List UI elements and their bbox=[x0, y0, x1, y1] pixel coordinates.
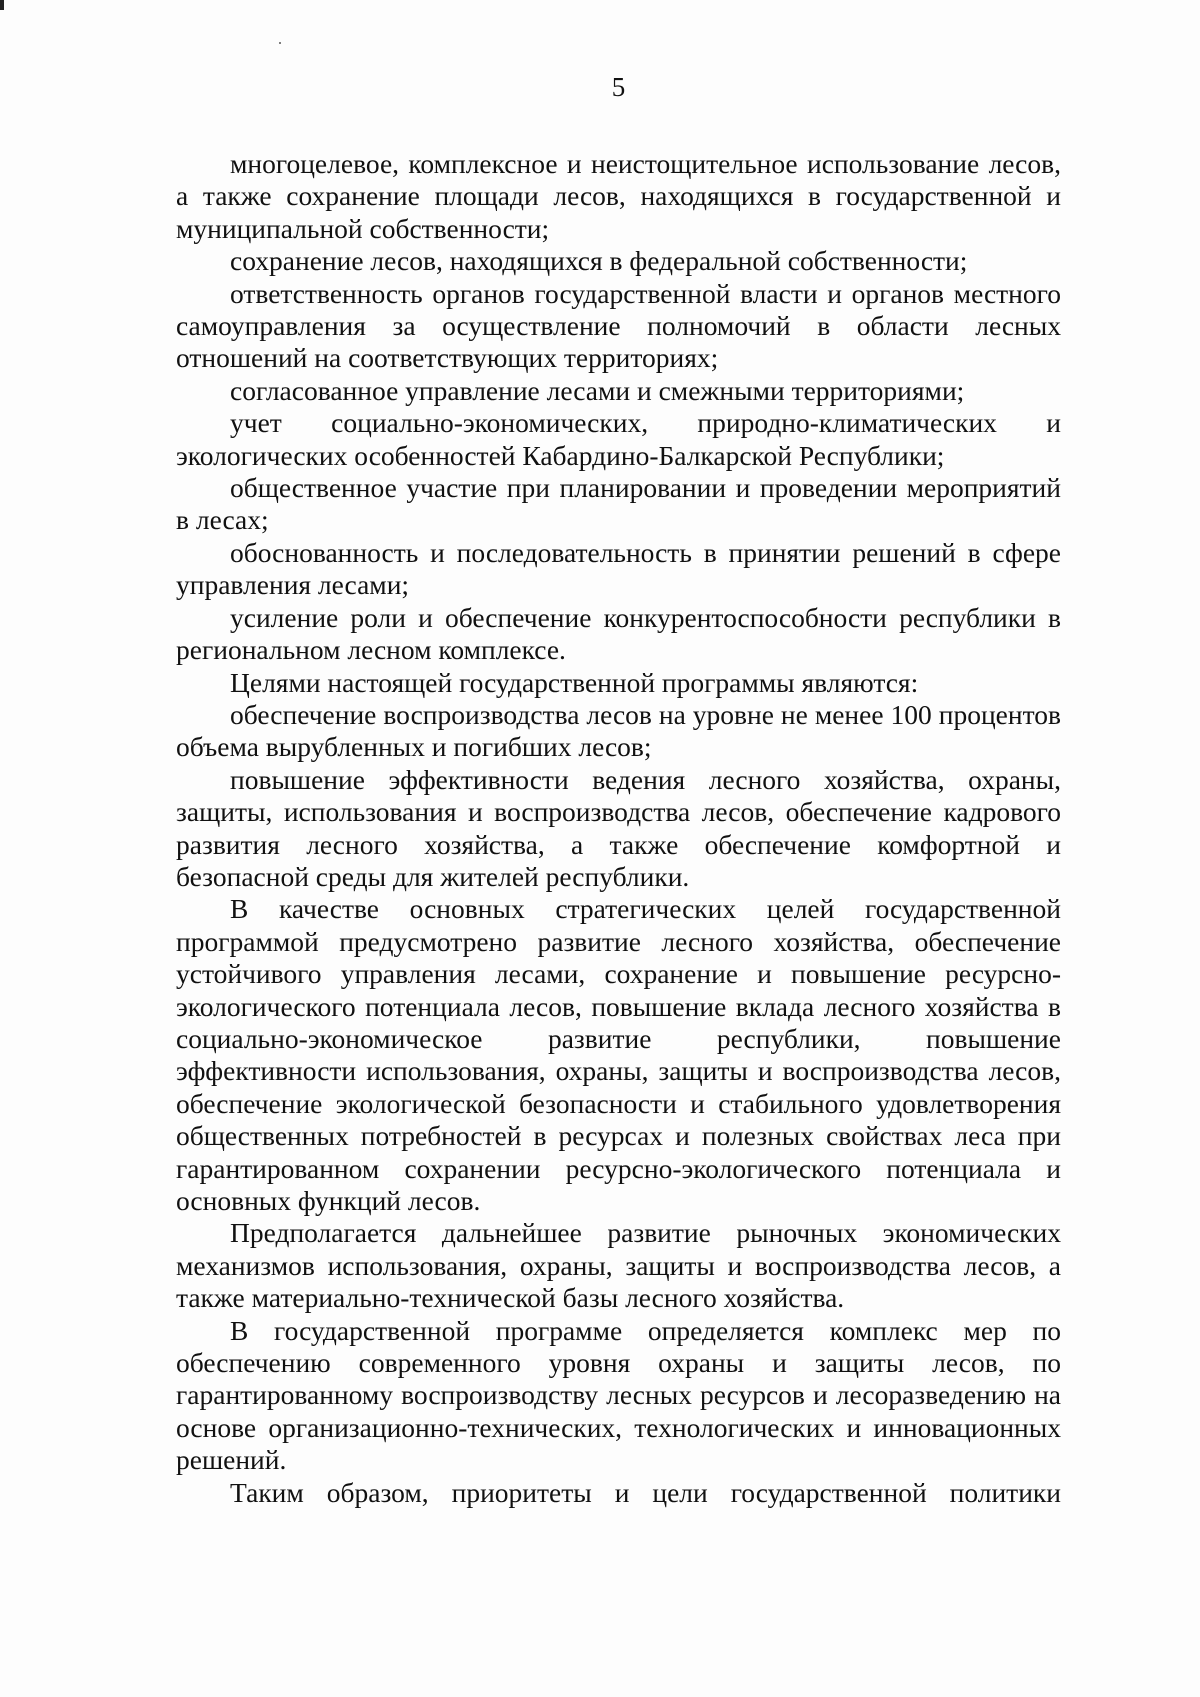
paragraph-15: Таким образом, приоритеты и цели государственной политики bbox=[230, 1476, 1061, 1508]
paragraph-4: согласованное управление лесами и смежными территориями; bbox=[230, 374, 965, 406]
paragraph-11: повышение эффективности ведения лесного хозяйства, охраны, защиты, использования и воспроизводства лесов, обеспечение кадрового развития лесного хозяйства, а также обеспечение комфортной и безопасной среды для жителей республики. bbox=[176, 763, 1061, 892]
paragraph-8: усиление роли и обеспечение конкурентоспособности республики в региональном лесном комплексе. bbox=[176, 601, 1061, 666]
paragraph-6: общественное участие при планировании и проведении мероприятий в лесах; bbox=[176, 472, 1061, 536]
page-number: 5 bbox=[611, 72, 626, 102]
paragraph-10: обеспечение воспроизводства лесов на уровне не менее 100 процентов объема вырубленных и погибших лесов; bbox=[176, 698, 1061, 763]
paragraph-3: ответственность органов государственной власти и органов местного самоуправления за осуществление полномочий в области лесных отношений на соответствующих территориях; bbox=[176, 277, 1061, 374]
paragraph-9: Целями настоящей государственной программы являются: bbox=[230, 666, 919, 698]
paragraph-2: сохранение лесов, находящихся в федеральной собственности; bbox=[230, 245, 968, 277]
paragraph-12: В качестве основных стратегических целей государственной программой предусмотрено развитие лесного хозяйства, обеспечение устойчивого управления лесами, сохранение и повышение ресурсно-экологического потенциала лесов, повышение вклада лесного хозяйства в социально-экономическое развитие республики, повышение эффективности использования, охраны, защиты и воспроизводства лесов, обеспечение экологической безопасности и стабильного удовлетворения общественных потребностей в ресурсах и полезных свойствах леса при гарантированном сохранении ресурсно-экологического потенциала и основных функций лесов. bbox=[176, 893, 1061, 1216]
paragraph-1: многоцелевое, комплексное и неистощительное использование лесов, а также сохранение площади лесов, находящихся в государственной и муниципальной собственности; bbox=[176, 148, 1061, 244]
paragraph-7: обоснованность и последовательность в принятии решений в сфере управления лесами; bbox=[176, 536, 1061, 601]
paragraph-13: Предполагается дальнейшее развитие рыночных экономических механизмов использования, охраны, защиты и воспроизводства лесов, а также материально-технической базы лесного хозяйства. bbox=[176, 1217, 1061, 1314]
body-text bbox=[176, 148, 1061, 1509]
paragraph-5: учет социально-экономических, природно-климатических и экологических особенностей Кабардино-Балкарской Республики; bbox=[176, 407, 1061, 471]
scan-speck bbox=[279, 42, 281, 44]
scan-edge-mark bbox=[0, 0, 4, 10]
paragraph-14: В государственной программе определяется комплекс мер по обеспечению современного уровня охраны и защиты лесов, по гарантированному воспроизводству лесных ресурсов и лесоразведению на основе организационно-технических, технологических и инновационных решений. bbox=[176, 1314, 1061, 1476]
